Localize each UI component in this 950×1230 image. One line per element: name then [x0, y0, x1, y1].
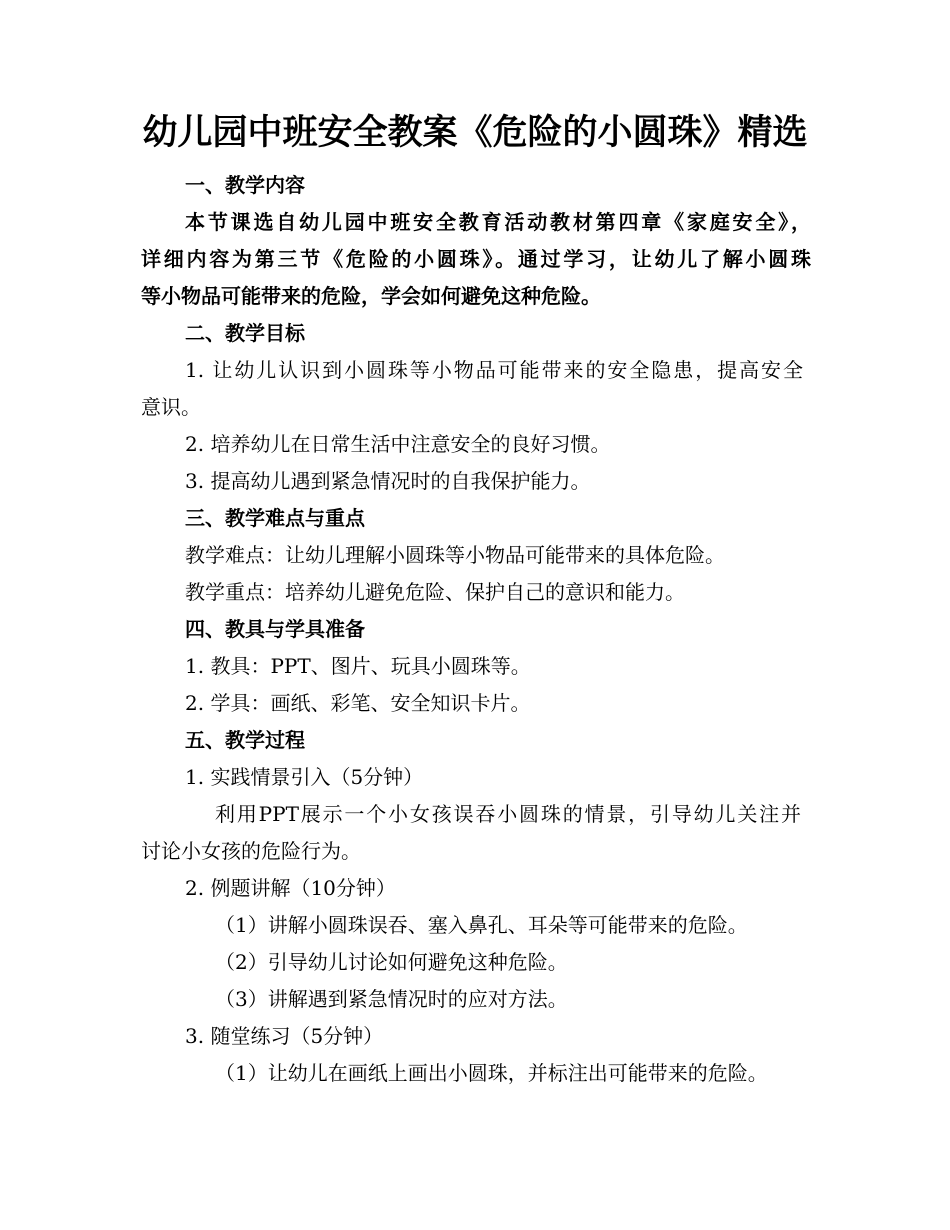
section-heading-difficulty-key: 三、教学难点与重点	[185, 506, 365, 530]
paragraph-line: 本节课选自幼儿园中班安全教育活动教材第四章《家庭安全》，	[185, 210, 811, 234]
process-step-3: 3. 随堂练习（5分钟）	[185, 1024, 384, 1048]
list-item-learning-aids: 2. 学具：画纸、彩笔、安全知识卡片。	[185, 691, 531, 715]
process-step-1-text-continued: 讨论小女孩的危险行为。	[141, 839, 361, 863]
section-heading-teaching-goals: 二、教学目标	[185, 321, 305, 345]
list-item-teaching-aids: 1. 教具：PPT、图片、玩具小圆珠等。	[185, 654, 531, 678]
teaching-difficulty: 教学难点：让幼儿理解小圆珠等小物品可能带来的具体危险。	[185, 543, 725, 567]
teaching-key-point: 教学重点：培养幼儿避免危险、保护自己的意识和能力。	[185, 580, 685, 604]
process-step-2-sub-2: （2）引导幼儿讨论如何避免这种危险。	[215, 950, 568, 974]
paragraph-line: 等小物品可能带来的危险，学会如何避免这种危险。	[141, 284, 601, 308]
section-heading-materials: 四、教具与学具准备	[185, 617, 365, 641]
process-step-1-text: 利用PPT展示一个小女孩误吞小圆珠的情景，引导幼儿关注并	[215, 802, 801, 826]
process-step-2: 2. 例题讲解（10分钟）	[185, 876, 396, 900]
process-step-3-sub-1: （1）让幼儿在画纸上画出小圆珠，并标注出可能带来的危险。	[215, 1061, 768, 1085]
list-item-goal-1-continued: 意识。	[141, 395, 201, 419]
process-step-2-sub-3: （3）讲解遇到紧急情况时的应对方法。	[215, 987, 568, 1011]
document-title: 幼儿园中班安全教案《危险的小圆珠》精选	[142, 112, 808, 153]
section-heading-teaching-content: 一、教学内容	[185, 173, 305, 197]
section-heading-process: 五、教学过程	[185, 728, 305, 752]
list-item-goal-1: 1. 让幼儿认识到小圆珠等小物品可能带来的安全隐患，提高安全	[185, 358, 803, 382]
list-item-goal-2: 2. 培养幼儿在日常生活中注意安全的良好习惯。	[185, 432, 611, 456]
process-step-1: 1. 实践情景引入（5分钟）	[185, 765, 424, 789]
process-step-2-sub-1: （1）讲解小圆珠误吞、塞入鼻孔、耳朵等可能带来的危险。	[215, 913, 748, 937]
paragraph-line: 详细内容为第三节《危险的小圆珠》。通过学习，让幼儿了解小圆珠	[141, 247, 811, 271]
list-item-goal-3: 3. 提高幼儿遇到紧急情况时的自我保护能力。	[185, 469, 591, 493]
